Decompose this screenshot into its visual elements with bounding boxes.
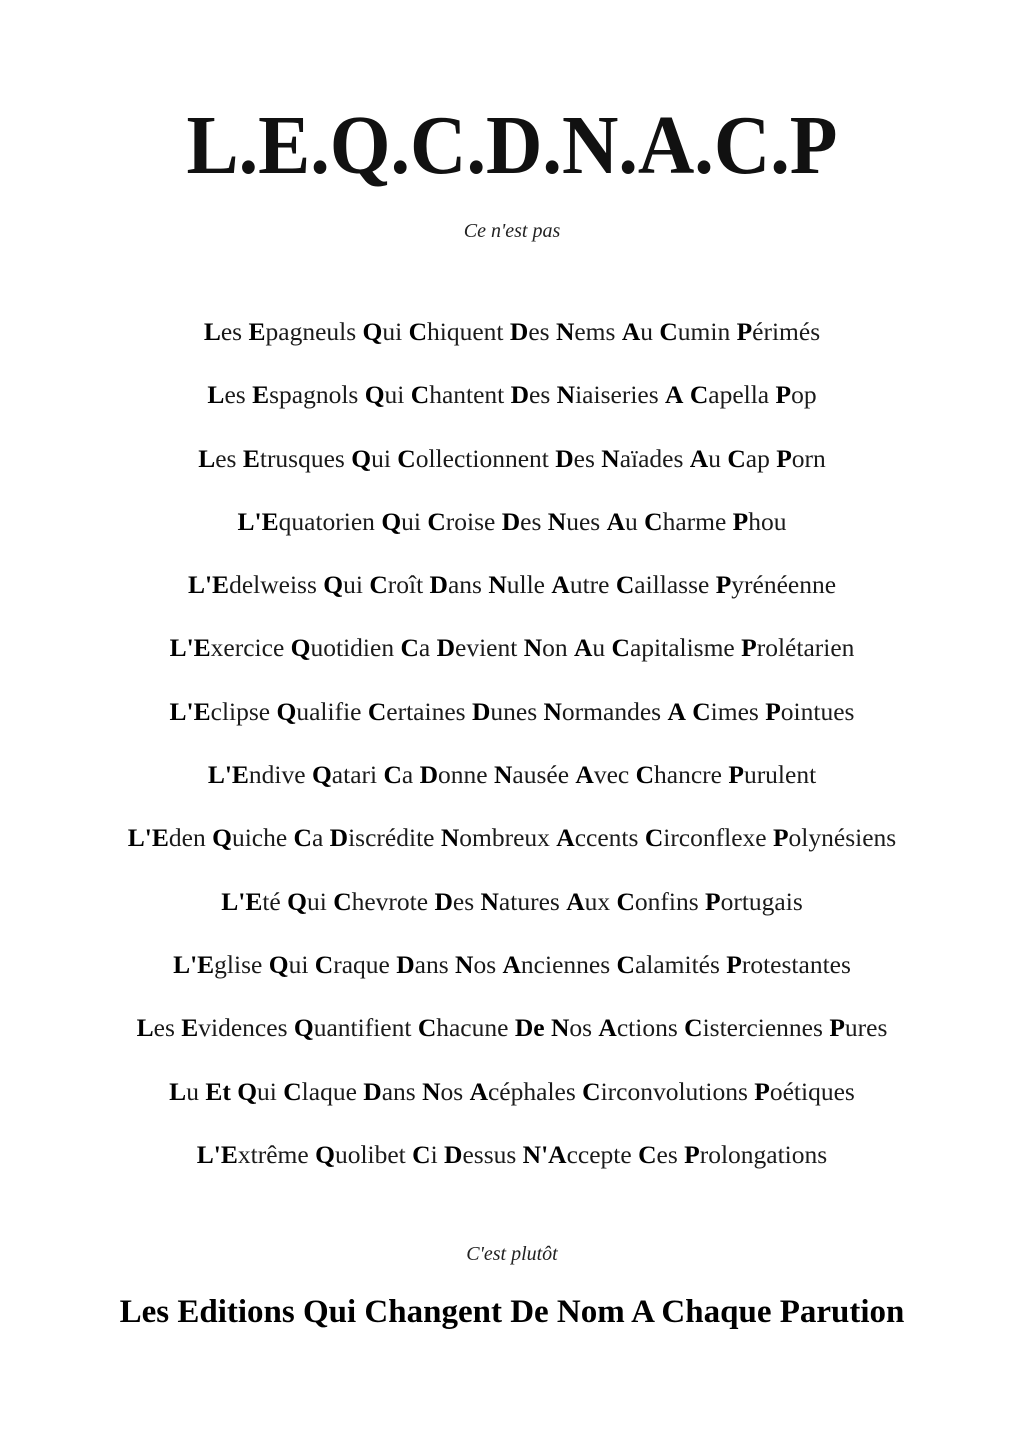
bold-initial: P <box>829 1013 845 1043</box>
bold-initial: N'A <box>522 1139 567 1169</box>
bold-initial: P <box>765 696 781 726</box>
bold-initial: N <box>547 506 567 536</box>
word-remainder: hou <box>748 506 787 536</box>
word-remainder: ollectionnent <box>415 443 556 473</box>
bold-initial: A <box>566 886 585 916</box>
acronym-title: L.E.Q.C.D.N.A.C.P <box>186 99 838 192</box>
bold-initial: C <box>689 380 709 410</box>
word-remainder: nciennes <box>520 949 617 979</box>
word-remainder: ui <box>257 1076 284 1106</box>
word-remainder: ortugais <box>720 886 803 916</box>
word-remainder: hancre <box>654 760 729 790</box>
bold-initial: C <box>293 823 312 853</box>
expansion-line <box>0 820 1024 883</box>
bold-initial: L <box>207 380 225 410</box>
expansion-line <box>0 504 1024 567</box>
expansion-line <box>0 1074 1024 1137</box>
word-remainder: es <box>573 443 602 473</box>
word-remainder: es <box>153 1013 182 1043</box>
bold-initial: P <box>705 886 721 916</box>
word-remainder: es <box>656 1139 685 1169</box>
word-remainder: iscrédite <box>348 823 441 853</box>
word-remainder: a <box>311 823 330 853</box>
bold-initial: A <box>551 570 570 600</box>
bold-initial: N <box>556 380 576 410</box>
bold-initial: N <box>440 823 460 853</box>
word-remainder: ombreux <box>459 823 557 853</box>
bold-initial: D <box>434 886 453 916</box>
word-remainder: es <box>520 506 548 536</box>
bold-initial: D <box>329 823 349 853</box>
bold-initial: E <box>252 380 270 410</box>
bold-initial: P <box>726 949 742 979</box>
bold-initial: C <box>400 633 419 663</box>
word-remainder: a <box>418 633 437 663</box>
word-remainder: ui <box>384 380 411 410</box>
word-remainder: ausée <box>512 760 576 790</box>
word-remainder: atures <box>498 886 567 916</box>
bold-initial: Q <box>212 823 232 853</box>
word-remainder: glise <box>214 949 269 979</box>
word-remainder: harme <box>662 506 733 536</box>
word-remainder: hacune <box>436 1013 515 1043</box>
word-remainder: vec <box>593 760 636 790</box>
word-remainder: ulle <box>506 570 552 600</box>
bold-initial: A <box>502 949 521 979</box>
bold-initial: P <box>715 570 732 600</box>
bold-initial: C <box>644 506 663 536</box>
bold-initial: A <box>575 760 594 790</box>
bold-initial: D <box>396 949 415 979</box>
bold-initial: Q <box>351 443 372 473</box>
bold-initial: Q <box>381 506 402 536</box>
word-remainder: iaiseries <box>575 380 666 410</box>
bold-initial: Q <box>268 949 289 979</box>
bold-initial: E <box>181 1013 199 1043</box>
bold-initial: L'E <box>207 760 249 790</box>
bold-initial: L'E <box>169 696 211 726</box>
word-remainder: rotestantes <box>741 949 851 979</box>
bold-initial: P <box>776 443 792 473</box>
bold-initial: C <box>369 570 388 600</box>
bold-initial: P <box>684 1139 700 1169</box>
bold-initial: C <box>408 317 428 346</box>
bold-initial: C <box>412 1139 431 1169</box>
word-remainder: rolongations <box>699 1139 828 1169</box>
word-remainder: ui <box>343 570 370 600</box>
word-remainder: ui <box>288 949 315 979</box>
word-remainder: uolibet <box>334 1139 413 1169</box>
word-remainder: u <box>708 443 728 473</box>
word-remainder: ccents <box>574 823 645 853</box>
bold-initial: D <box>555 443 574 473</box>
bold-initial: C <box>427 506 446 536</box>
bold-initial: N <box>543 696 562 726</box>
bold-initial: C <box>314 949 334 979</box>
bold-initial: C <box>635 760 655 790</box>
word-remainder: essus <box>462 1139 523 1169</box>
expansion-line <box>0 694 1024 757</box>
word-remainder: on <box>542 633 574 663</box>
bold-initial: N <box>455 949 474 979</box>
footer-intro: C'est plutôt <box>466 1243 558 1265</box>
bold-initial: C <box>644 823 664 853</box>
bold-initial: L'E <box>169 633 211 663</box>
word-remainder: aillasse <box>634 570 716 600</box>
word-remainder: irconvolutions <box>600 1076 755 1106</box>
footer-title: Les Editions Qui Changent De Nom A Chaque Parution <box>119 1294 905 1330</box>
bold-initial: L <box>169 1076 187 1106</box>
bold-initial: L'E <box>196 1139 238 1169</box>
word-remainder: ans <box>447 570 489 600</box>
word-remainder: raque <box>333 949 397 979</box>
word-remainder: rolétarien <box>756 633 855 663</box>
word-remainder: ans <box>414 949 456 979</box>
bold-initial: C <box>611 633 630 663</box>
expansion-line <box>0 757 1024 820</box>
word-remainder: es <box>528 317 556 346</box>
word-remainder: olynésiens <box>788 823 897 853</box>
word-remainder: spagnols <box>269 380 365 410</box>
word-remainder: apella <box>708 380 776 410</box>
word-remainder: laque <box>301 1076 364 1106</box>
word-remainder: ures <box>844 1013 888 1043</box>
word-remainder: quatorien <box>278 506 382 536</box>
word-remainder: uiche <box>231 823 294 853</box>
bold-initial: A <box>667 696 686 726</box>
bold-initial: A <box>573 633 593 663</box>
word-remainder: es <box>529 380 557 410</box>
bold-initial: Q <box>362 317 383 346</box>
word-remainder: uantifient <box>313 1013 418 1043</box>
bold-initial: L <box>203 317 221 346</box>
word-remainder: ndive <box>248 760 312 790</box>
bold-initial: P <box>728 760 744 790</box>
bold-initial: D <box>436 633 455 663</box>
bold-initial: L'E <box>127 823 169 853</box>
bold-initial: P <box>736 317 753 346</box>
word-remainder: hevrote <box>351 886 435 916</box>
word-remainder: clipse <box>210 696 277 726</box>
expansion-line <box>0 314 1024 377</box>
bold-initial: Q <box>323 570 344 600</box>
bold-initial: N <box>555 317 575 346</box>
word-remainder: imes <box>710 696 766 726</box>
word-remainder: té <box>262 886 288 916</box>
word-remainder: ui <box>306 886 334 916</box>
bold-initial: C <box>727 443 746 473</box>
word-remainder: xercice <box>210 633 291 663</box>
bold-initial: C <box>616 949 635 979</box>
bold-initial: A <box>665 380 684 410</box>
word-remainder: hantent <box>429 380 511 410</box>
subtitle-ce-nest-pas: Ce n'est pas <box>463 220 561 242</box>
word-remainder: ans <box>381 1076 423 1106</box>
bold-initial: L'E <box>237 506 279 536</box>
word-remainder: umin <box>677 317 737 346</box>
bold-initial: De <box>514 1013 545 1043</box>
word-remainder: op <box>791 380 817 410</box>
word-remainder: céphales <box>487 1076 583 1106</box>
bold-initial: A <box>598 1013 617 1043</box>
bold-initial: Q <box>237 1076 258 1106</box>
bold-initial: A <box>556 823 575 853</box>
word-remainder: ointues <box>780 696 855 726</box>
word-remainder: i <box>430 1139 445 1169</box>
bold-initial: A <box>689 443 709 473</box>
bold-initial: L'E <box>187 570 230 600</box>
word-remainder: trusques <box>259 443 352 473</box>
bold-initial: N <box>422 1076 441 1106</box>
word-remainder: onne <box>438 760 494 790</box>
bold-initial: D <box>510 380 530 410</box>
word-remainder: os <box>440 1076 470 1106</box>
word-remainder: os <box>569 1013 599 1043</box>
bold-initial: L <box>136 1013 154 1043</box>
bold-initial: C <box>615 570 635 600</box>
bold-initial: C <box>383 760 402 790</box>
word-remainder: a <box>401 760 420 790</box>
word-remainder: vidences <box>198 1013 294 1043</box>
word-remainder: ems <box>574 317 622 346</box>
bold-initial: N <box>523 633 543 663</box>
bold-initial: N <box>550 1013 570 1043</box>
bold-initial: D <box>471 696 491 726</box>
word-remainder: os <box>473 949 503 979</box>
expansion-line <box>0 1010 1024 1073</box>
word-remainder: u <box>592 633 612 663</box>
bold-initial: Q <box>290 633 311 663</box>
bold-initial: Et <box>205 1076 231 1106</box>
word-remainder: pagneuls <box>265 317 363 346</box>
bold-initial: C <box>692 696 711 726</box>
bold-initial: C <box>417 1013 437 1043</box>
bold-initial: Q <box>311 760 332 790</box>
word-remainder: es <box>220 317 249 346</box>
bold-initial: C <box>638 1139 657 1169</box>
bold-initial: L <box>198 443 216 473</box>
bold-initial: Q <box>276 696 297 726</box>
word-remainder: den <box>168 823 213 853</box>
bold-initial: C <box>582 1076 601 1106</box>
word-remainder: xtrême <box>237 1139 316 1169</box>
bold-initial: N <box>493 760 513 790</box>
word-remainder: es <box>215 443 243 473</box>
word-remainder: roise <box>445 506 502 536</box>
bold-initial: N <box>480 886 499 916</box>
bold-initial: Q <box>293 1013 314 1043</box>
word-remainder: urulent <box>743 760 817 790</box>
bold-initial: L'E <box>173 949 215 979</box>
word-remainder: orn <box>791 443 826 473</box>
word-remainder: es <box>224 380 253 410</box>
bold-initial: Q <box>287 886 307 916</box>
word-remainder: u <box>640 317 660 346</box>
bold-initial: N <box>601 443 620 473</box>
bold-initial: D <box>501 506 521 536</box>
bold-initial: D <box>419 760 439 790</box>
bold-initial: C <box>333 886 352 916</box>
bold-initial: Q <box>364 380 385 410</box>
word-remainder: oétiques <box>769 1076 855 1106</box>
bold-initial: C <box>659 317 678 346</box>
word-remainder: ues <box>566 506 607 536</box>
bold-initial: P <box>741 633 757 663</box>
bold-initial: D <box>444 1139 463 1169</box>
expansion-line <box>0 1137 1024 1200</box>
word-remainder: irconflexe <box>663 823 773 853</box>
word-remainder: uotidien <box>310 633 401 663</box>
word-remainder: hiquent <box>427 317 510 346</box>
word-remainder: roît <box>387 570 430 600</box>
bold-initial: C <box>410 380 430 410</box>
bold-initial: C <box>684 1013 703 1043</box>
word-remainder: apitalisme <box>629 633 742 663</box>
bold-initial: C <box>397 443 416 473</box>
word-remainder: ui <box>382 317 409 346</box>
expansion-line <box>0 947 1024 1010</box>
word-remainder: yrénéenne <box>731 570 837 600</box>
word-remainder: evient <box>455 633 524 663</box>
word-remainder: unes <box>490 696 544 726</box>
word-remainder: ualifie <box>296 696 368 726</box>
expansion-line <box>0 884 1024 947</box>
bold-initial: C <box>283 1076 302 1106</box>
bold-initial: P <box>732 506 749 536</box>
word-remainder: ertaines <box>386 696 472 726</box>
bold-initial: N <box>488 570 507 600</box>
acronym-expansions-list <box>0 314 1024 1200</box>
bold-initial: P <box>754 1076 770 1106</box>
word-remainder: ap <box>745 443 777 473</box>
word-remainder: ux <box>584 886 617 916</box>
bold-initial: D <box>509 317 529 346</box>
bold-initial: E <box>248 317 266 346</box>
word-remainder: es <box>452 886 481 916</box>
word-remainder: aïades <box>619 443 690 473</box>
word-remainder: delweiss <box>229 570 324 600</box>
bold-initial: D <box>429 570 448 600</box>
bold-initial: L'E <box>221 886 263 916</box>
bold-initial: Q <box>315 1139 335 1169</box>
word-remainder: utre <box>569 570 616 600</box>
bold-initial: D <box>363 1076 382 1106</box>
word-remainder: ui <box>401 506 428 536</box>
word-remainder: ccepte <box>566 1139 639 1169</box>
expansion-line <box>0 567 1024 630</box>
word-remainder: u <box>625 506 645 536</box>
bold-initial: E <box>242 443 260 473</box>
bold-initial: P <box>775 380 792 410</box>
bold-initial: A <box>606 506 626 536</box>
word-remainder: ormandes <box>561 696 668 726</box>
bold-initial: P <box>772 823 789 853</box>
word-remainder: ctions <box>616 1013 685 1043</box>
expansion-line <box>0 377 1024 440</box>
expansion-line <box>0 630 1024 693</box>
word-remainder: onfins <box>634 886 706 916</box>
bold-initial: C <box>367 696 387 726</box>
bold-initial: A <box>469 1076 488 1106</box>
word-remainder: alamités <box>634 949 727 979</box>
expansion-line <box>0 441 1024 504</box>
word-remainder: isterciennes <box>702 1013 830 1043</box>
word-remainder: érimés <box>752 317 821 346</box>
word-remainder: atari <box>331 760 384 790</box>
word-remainder: ui <box>371 443 398 473</box>
bold-initial: A <box>621 317 641 346</box>
bold-initial: C <box>616 886 635 916</box>
word-remainder: u <box>186 1076 206 1106</box>
